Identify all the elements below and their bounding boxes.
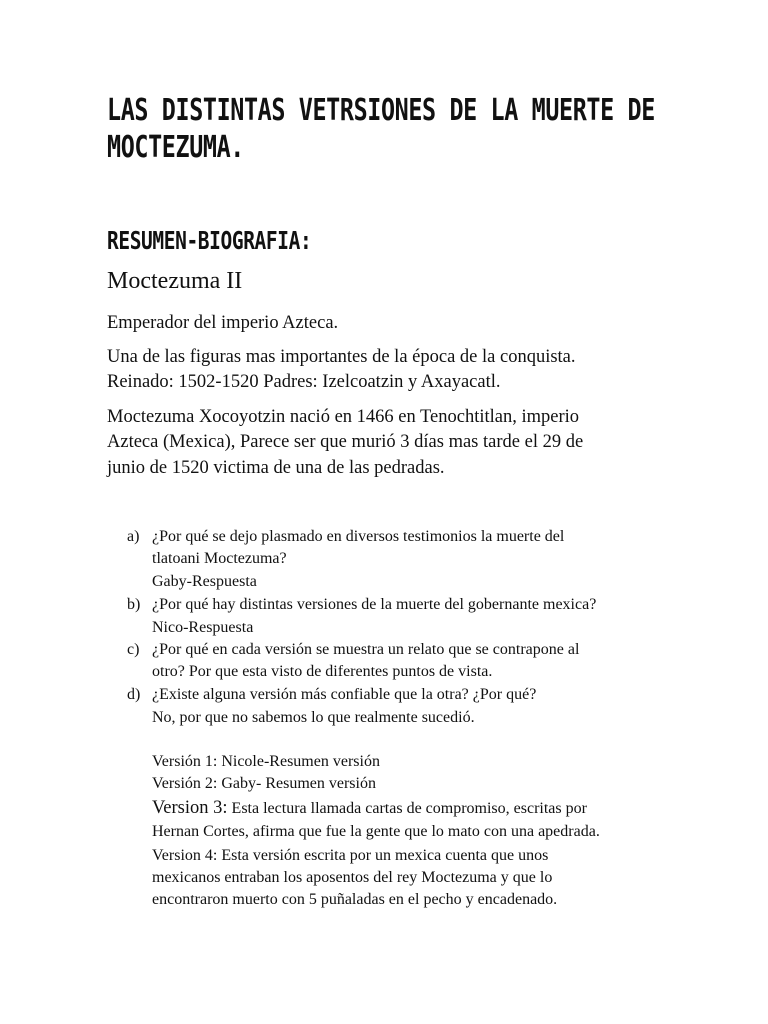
version-4-line-2: mexicanos entraban los aposentos del rey Moctezuma y que lo	[152, 869, 553, 886]
document-title-line-1: LAS DISTINTAS VETRSIONES DE LA MUERTE DE	[107, 93, 655, 128]
question-c-line-1: ¿Por qué en cada versión se muestra un relato que se contrapone al	[152, 641, 580, 658]
version-2-line: Versión 2: Gaby- Resumen versión	[152, 775, 376, 792]
question-a-line-2: tlatoani Moctezuma?	[152, 550, 287, 567]
question-d-answer: No, por que no sabemos lo que realmente sucedió.	[152, 709, 475, 726]
paragraph-figures-line-1: Una de las figuras mas importantes de la época de la conquista.	[107, 347, 576, 367]
version-4-line-1: Version 4: Esta versión escrita por un mexica cuenta que unos	[152, 847, 549, 864]
question-b-line-1: ¿Por qué hay distintas versiones de la muerte del gobernante mexica?	[152, 596, 597, 613]
paragraph-figures-line-2: Reinado: 1502-1520 Padres: Izelcoatzin y Axayacatl.	[107, 372, 501, 392]
question-a-marker: a)	[127, 528, 140, 545]
version-1-line: Versión 1: Nicole-Resumen versión	[152, 753, 380, 770]
paragraph-birth-line-2: Azteca (Mexica), Parece ser que murió 3 días mas tarde el 29 de	[107, 432, 584, 452]
version-3-label: Version 3:	[152, 798, 228, 818]
question-d-line-1: ¿Existe alguna versión más confiable que la otra? ¿Por qué?	[152, 686, 537, 703]
version-3-line-2: Hernan Cortes, afirma que fue la gente que lo mato con una apedrada.	[152, 823, 600, 840]
version-3-line-1	[152, 797, 587, 820]
version-3-text-1: Esta lectura llamada cartas de compromiso, escritas por	[227, 800, 587, 817]
question-c-marker: c)	[127, 641, 140, 658]
question-a-line-1: ¿Por qué se dejo plasmado en diversos testimonios la muerte del	[152, 528, 565, 545]
paragraph-birth-line-1: Moctezuma Xocoyotzin nació en 1466 en Tenochtitlan, imperio	[107, 407, 580, 427]
question-d-marker: d)	[127, 686, 141, 703]
section-heading: RESUMEN-BIOGRAFIA:	[107, 226, 312, 255]
question-a-answer: Gaby-Respuesta	[152, 573, 257, 590]
paragraph-emperor: Emperador del imperio Azteca.	[107, 313, 339, 333]
paragraph-birth-line-3: junio de 1520 victima de una de las pedradas.	[107, 458, 445, 478]
question-b-marker: b)	[127, 596, 141, 613]
subject-name: Moctezuma II	[107, 268, 243, 294]
version-4-line-3: encontraron muerto con 5 puñaladas en el pecho y encadenado.	[152, 891, 558, 908]
question-b-answer: Nico-Respuesta	[152, 619, 254, 636]
question-c-line-2: otro? Por que esta visto de diferentes puntos de vista.	[152, 663, 493, 680]
document-title-line-2: MOCTEZUMA.	[107, 130, 244, 165]
